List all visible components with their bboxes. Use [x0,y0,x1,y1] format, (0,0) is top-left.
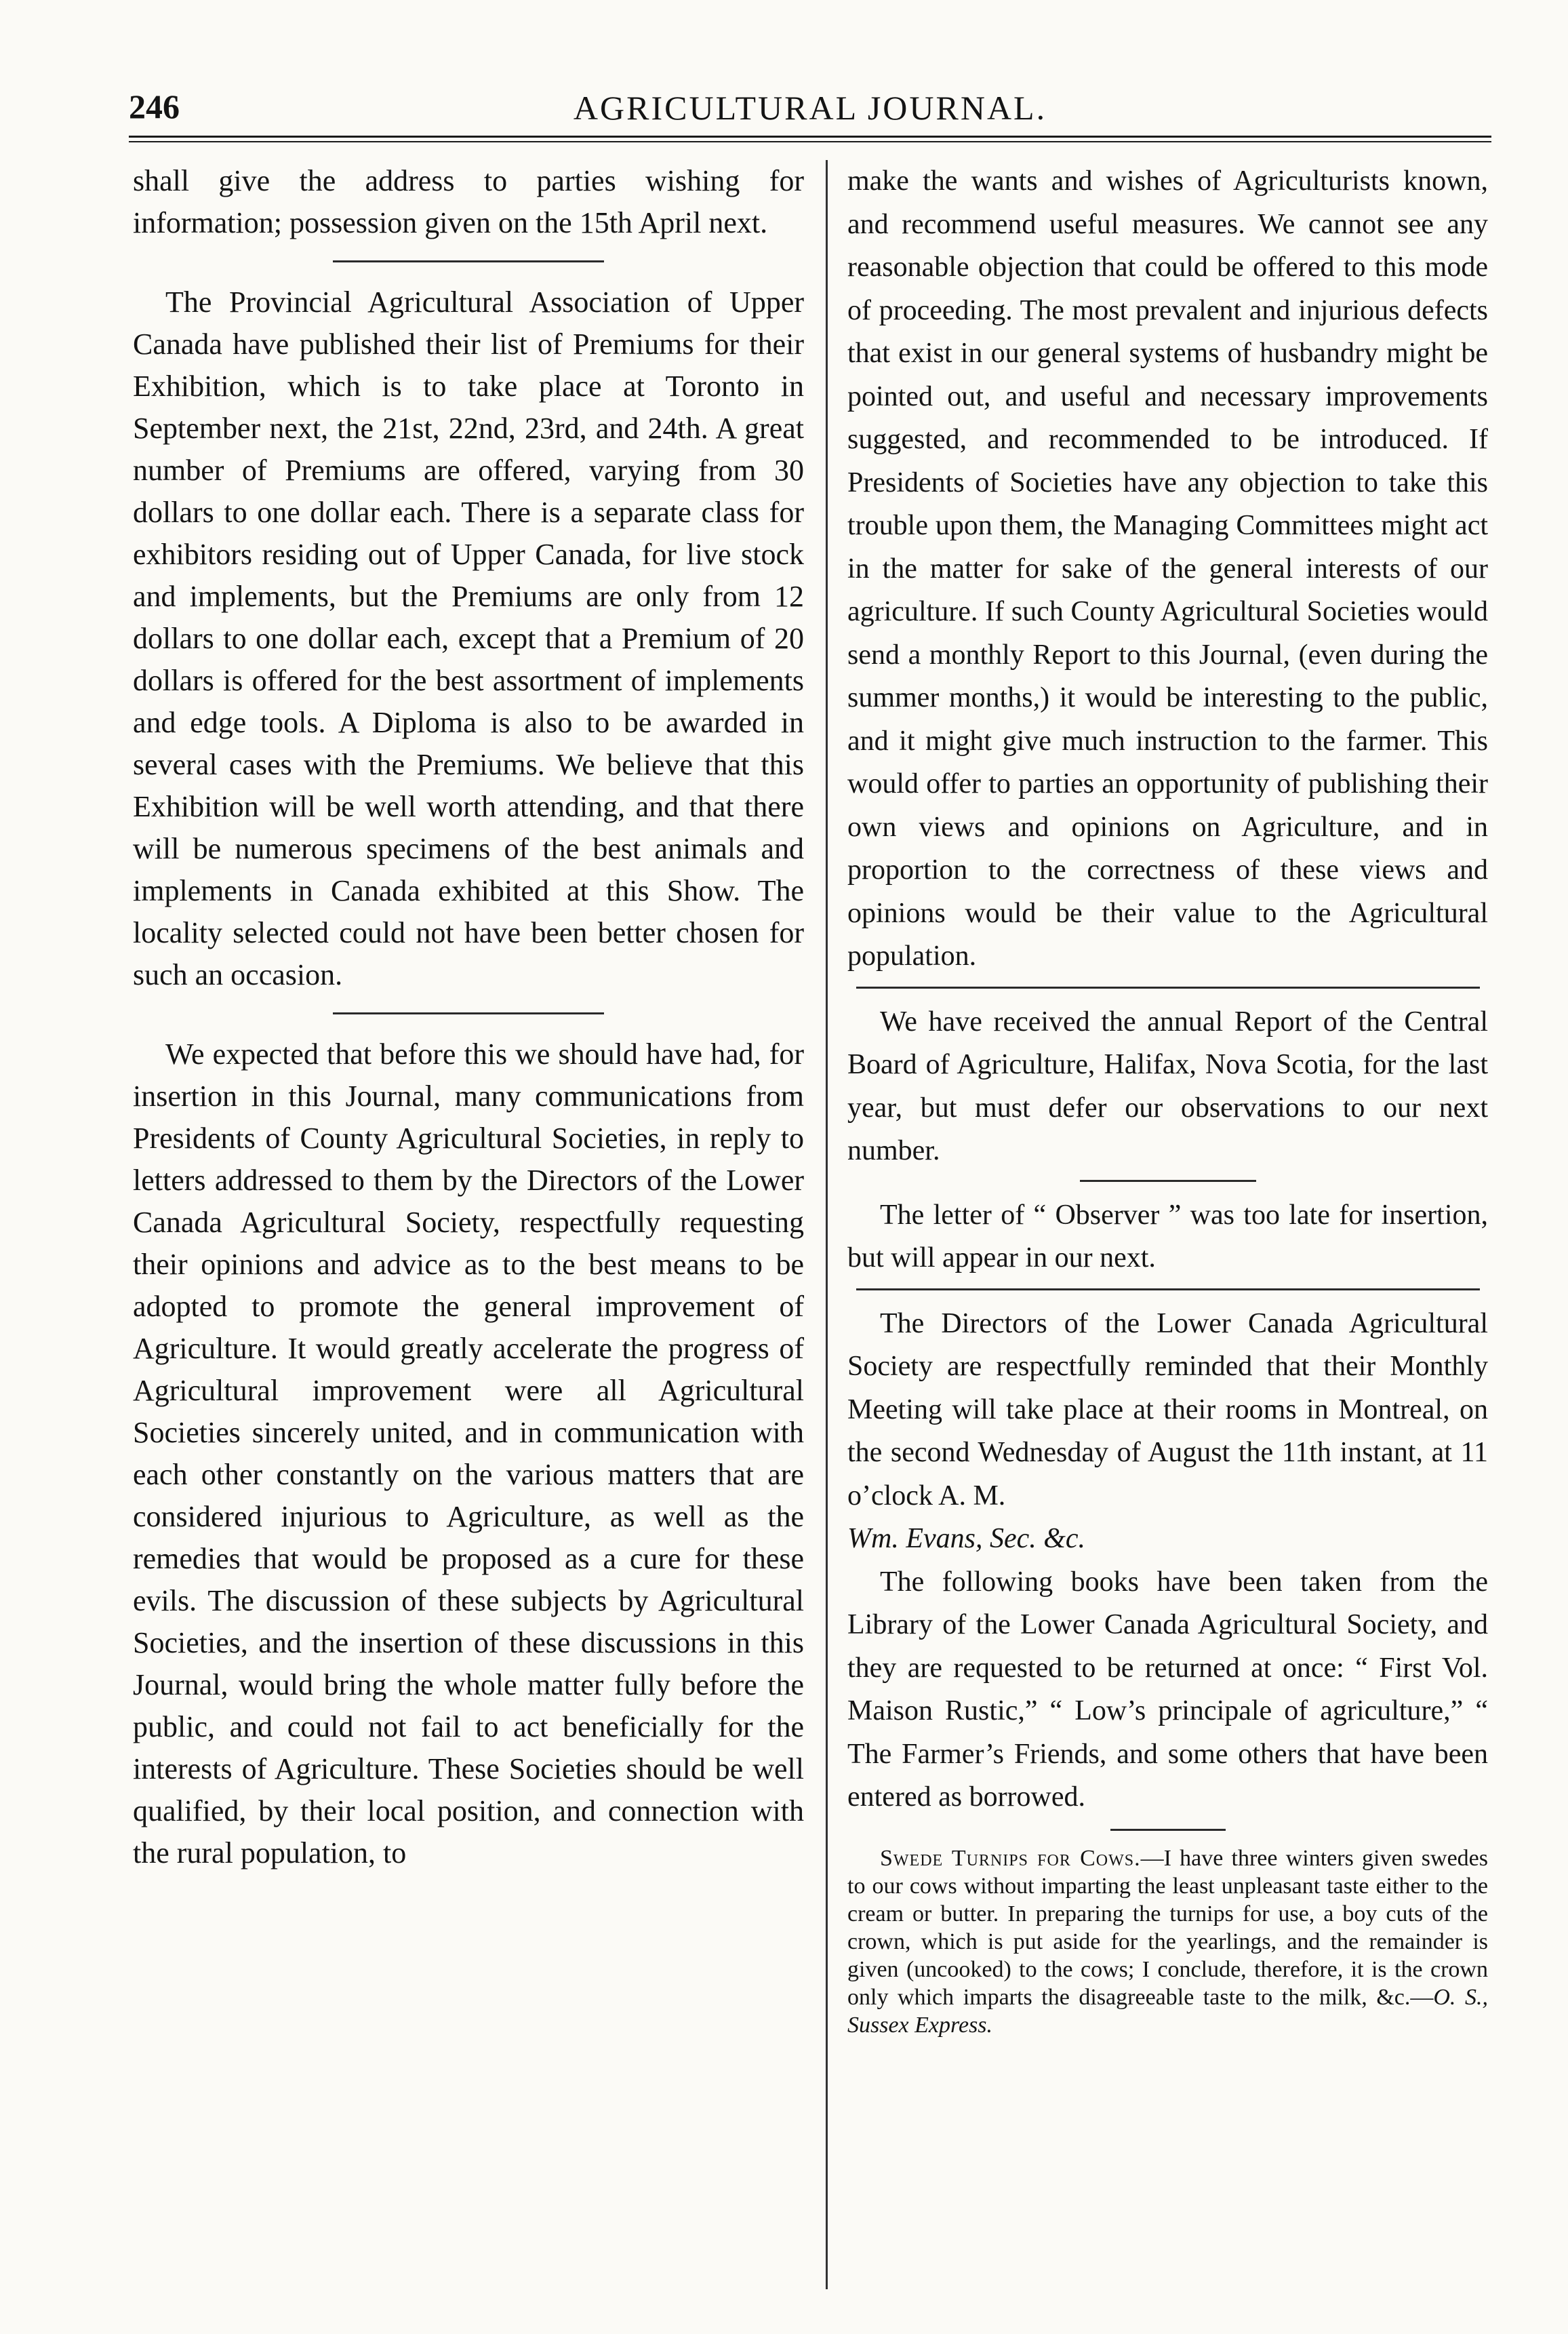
left-column [133,160,804,1874]
paragraph-continued-right: make the wants and wishes of Agriculturists known, and recommend useful measures. We cannot see any reasonable objection that could be offered to this mode of proceeding. The most prevalent and injurious defects that exist in our general systems of husbandry might be pointed out, and useful and necessary improvements suggested, and recommended to be introduced. If Presidents of Societies have any objection to take this trouble upon them, the Managing Committees might act in the matter for sake of the general interests of our agriculture. If such County Agricultural Societies would send a monthly Report to this Journal, (even during the summer months,) it would be interesting to the public, and it might give much instruction to the farmer. This would offer to parties an opportunity of publishing their own views and opinions on Agriculture, and in proportion to the correctness of these views and opinions would be their value to the Agricultural population. [847,165,1488,972]
section-separator [1080,1180,1256,1182]
paragraph-provincial-association: The Provincial Agricultural Association of Upper Canada have published their list of Premiums for their Exhibition, which is to take place at Toronto in September next, the 21st, 22nd, 23rd, and 24th. A great number of Premiums are offered, varying from 30 dollars to one dollar each. There is a separate class for exhibitors residing out of Upper Canada, for live stock and implements, but the Premiums are only from 12 dollars to one dollar each, except that a Premium of 20 dollars is offered for the best assortment of implements and edge tools. A Diploma is also to be awarded in several cases with the Premiums. We believe that this Exhibition will be well worth attending, and that there will be numerous specimens of the best animals and implements in Canada exhibited at this Show. The locality selected could not have been better chosen for such an occasion. [133,285,804,991]
signature: Wm. Evans, Sec. &c. [847,1523,1086,1554]
section-separator [856,987,1480,989]
paragraph-swede-turnips [847,1844,1488,2039]
paragraph-communications: We expected that before this we should have had, for insertion in this Journal, many communications from Presidents of County Agricultural Societies, in reply to letters addressed to them by the Directors of the Lower Canada Agricultural Society, respectfully requesting their opinions and advice as to the best means to be adopted to promote the general improvement of Agriculture. It would greatly accelerate the progress of Agricultural improvement were all Agricultural Societies sincerely united, and in communication with each other constantly on the various matters that are considered injurious to Agriculture, as well as the remedies that would be proposed as a cure for these evils. The discussion of these subjects by Agricultural Societies, and the insertion of these discussions in this Journal, would bring the whole matter fully before the public, and could not fail to act beneficially for the interests of Agriculture. These Societies should be well qualified, by their local position, and connection with the rural population, to [133,1037,804,1870]
swede-turnips-heading: Swede Turnips for Cows. [880,1845,1141,1871]
right-column [847,160,1488,2039]
page-header [129,80,1491,134]
column-divider [826,160,828,2289]
page-number: 246 [129,87,180,125]
swede-turnips-body: —I have three winters given swedes to our cows without imparting the least unpleasant taste either to the cream or butter. In preparing the turnips for use, a boy cuts of the crown, which is put aside for the yearlings, and the remainder is given (uncooked) to the cows; I conclude, therefore, it is the crown only which imparts the disagreeable taste to the milk, &c.— [847,1845,1488,2010]
header-double-rule [129,136,1491,142]
paragraph-observer-letter: The letter of “ Observer ” was too late for insertion, but will appear in our next. [847,1199,1488,1273]
section-separator [333,1012,604,1014]
paragraph-nova-scotia-report: We have received the annual Report of the Central Board of Agriculture, Halifax, Nova Scotia, for the last year, but must defer our observations to our next number. [847,1006,1488,1166]
running-title: AGRICULTURAL JOURNAL. [573,89,1047,127]
section-separator [333,260,604,262]
section-separator [856,1288,1480,1290]
paragraph-meeting-notice: The Directors of the Lower Canada Agricultural Society are respectfully reminded that their Monthly Meeting will take place at their rooms in Montreal, on the second Wednesday of August the 11th instant, at 11 o’clock A. M. [847,1307,1488,1511]
paragraph-continued: shall give the address to parties wishing for information; possession given on the 15th April next. [133,164,804,239]
paragraph-library-books: The following books have been taken from the Library of the Lower Canada Agricultural Society, and they are requested to be returned at once: “ First Vol. Maison Rustic,” “ Low’s principale of agriculture,” “ The Farmer’s Friends, and some others that have been entered as borrowed. [847,1566,1488,1813]
section-separator [1110,1829,1226,1831]
swede-turnips-source: O. S., Sussex Express. [847,1984,1488,2038]
